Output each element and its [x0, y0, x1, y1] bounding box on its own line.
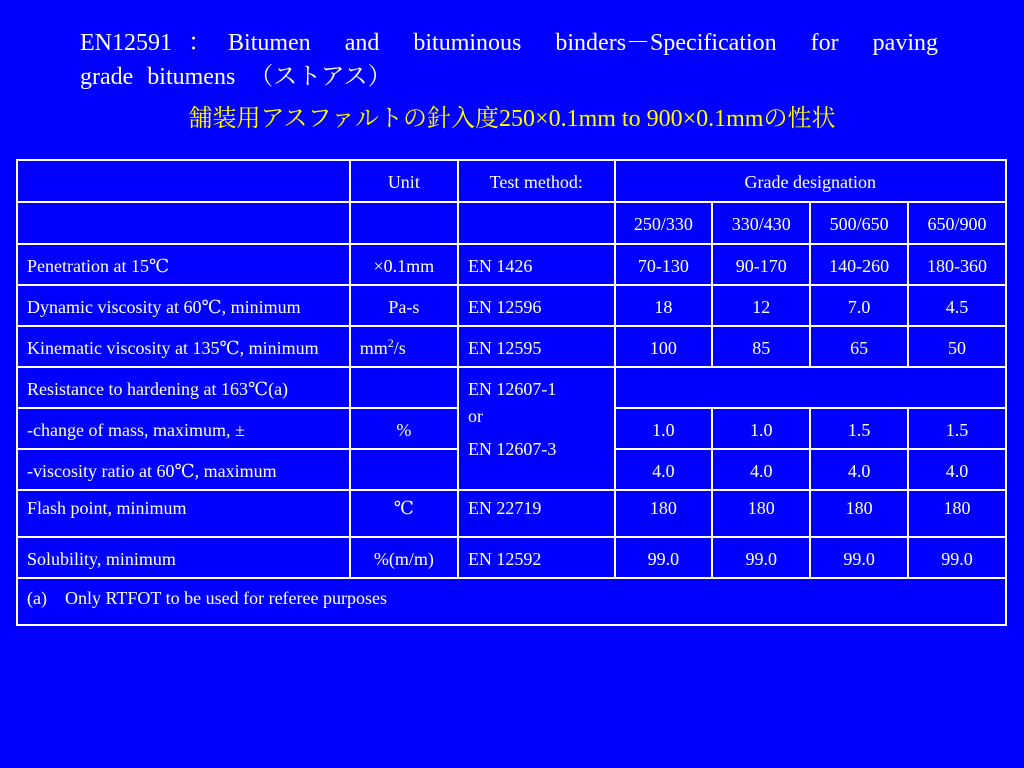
row-value: 12	[712, 285, 810, 326]
row-value: 1.5	[908, 408, 1006, 449]
footnote-marker: (a)	[27, 588, 47, 608]
row-value: 100	[615, 326, 713, 367]
grade-500-650: 500/650	[810, 202, 908, 244]
table-footnote-row	[17, 578, 1006, 625]
footnote-text: Only RTFOT to be used for referee purposes	[65, 588, 388, 608]
row-label: Penetration at 15℃	[17, 244, 350, 285]
row-value: 180	[712, 490, 810, 537]
table-header-row	[17, 160, 1006, 202]
table-row	[17, 537, 1006, 578]
row-value: 99.0	[615, 537, 713, 578]
header-empty-cell	[17, 160, 350, 202]
row-value: 1.0	[712, 408, 810, 449]
header-grade-designation: Grade designation	[615, 160, 1007, 202]
row-value: 7.0	[810, 285, 908, 326]
grade-650-900: 650/900	[908, 202, 1006, 244]
header-unit: Unit	[350, 160, 458, 202]
row-value: 85	[712, 326, 810, 367]
row-value: 4.0	[810, 449, 908, 490]
row-value: 4.5	[908, 285, 1006, 326]
row-method-merged	[458, 367, 615, 490]
row-value: 99.0	[712, 537, 810, 578]
row-unit	[350, 367, 458, 408]
row-value: 50	[908, 326, 1006, 367]
row-method: EN 1426	[458, 244, 615, 285]
row-value: 1.5	[810, 408, 908, 449]
row-method: EN 22719	[458, 490, 615, 537]
footnote	[17, 578, 1006, 625]
unit-superscript: 2	[387, 336, 394, 350]
row-method: EN 12596	[458, 285, 615, 326]
table-row	[17, 367, 1006, 408]
row-label: Solubility, minimum	[17, 537, 350, 578]
row-value: 4.0	[712, 449, 810, 490]
row-value: 99.0	[908, 537, 1006, 578]
row-unit	[350, 449, 458, 490]
row-label: Flash point, minimum	[17, 490, 350, 537]
slide-subtitle: 舗装用アスファルトの針入度250×0.1mm to 900×0.1mmの性状	[188, 106, 836, 132]
row-unit: %	[350, 408, 458, 449]
slide-title-line2: grade bitumens （ストアス）	[80, 64, 392, 90]
grade-empty-cell	[17, 202, 350, 244]
row-value: 180	[810, 490, 908, 537]
row-value-empty	[615, 367, 1007, 408]
table-grade-row	[17, 202, 1006, 244]
row-label: Dynamic viscosity at 60℃, minimum	[17, 285, 350, 326]
row-label: -change of mass, maximum, ±	[17, 408, 350, 449]
specification-table	[16, 159, 1007, 626]
row-method: EN 12595	[458, 326, 615, 367]
table-row	[17, 326, 1006, 367]
unit-tail: /s	[393, 338, 406, 358]
row-value: 18	[615, 285, 713, 326]
row-value: 70-130	[615, 244, 713, 285]
row-unit: ℃	[350, 490, 458, 537]
grade-empty-cell	[350, 202, 458, 244]
row-label: Resistance to hardening at 163℃(a)	[17, 367, 350, 408]
unit-base: mm	[359, 338, 388, 358]
table-row	[17, 285, 1006, 326]
row-value: 180	[615, 490, 713, 537]
row-value: 4.0	[615, 449, 713, 490]
slide-title-line1: EN12591：Bitumen and bituminous binders－Specification for paving	[80, 30, 938, 56]
header-test-method: Test method:	[458, 160, 615, 202]
row-unit: ×0.1mm	[350, 244, 458, 285]
row-value: 90-170	[712, 244, 810, 285]
row-value: 65	[810, 326, 908, 367]
row-value: 180	[908, 490, 1006, 537]
method-en12607-1: EN 12607-1	[467, 379, 557, 399]
row-unit: %(m/m)	[350, 537, 458, 578]
grade-250-330: 250/330	[615, 202, 713, 244]
grade-330-430: 330/430	[712, 202, 810, 244]
row-unit: Pa-s	[350, 285, 458, 326]
grade-empty-cell	[458, 202, 615, 244]
row-value: 4.0	[908, 449, 1006, 490]
row-value: 99.0	[810, 537, 908, 578]
method-en12607-3: EN 12607-3	[467, 439, 557, 459]
row-label: -viscosity ratio at 60℃, maximum	[17, 449, 350, 490]
row-label: Kinematic viscosity at 135℃, minimum	[17, 326, 350, 367]
row-value: 140-260	[810, 244, 908, 285]
table-row	[17, 490, 1006, 537]
row-unit	[350, 326, 458, 367]
row-method: EN 12592	[458, 537, 615, 578]
method-or: or	[467, 406, 483, 426]
table-row	[17, 244, 1006, 285]
row-value: 1.0	[615, 408, 713, 449]
row-value: 180-360	[908, 244, 1006, 285]
